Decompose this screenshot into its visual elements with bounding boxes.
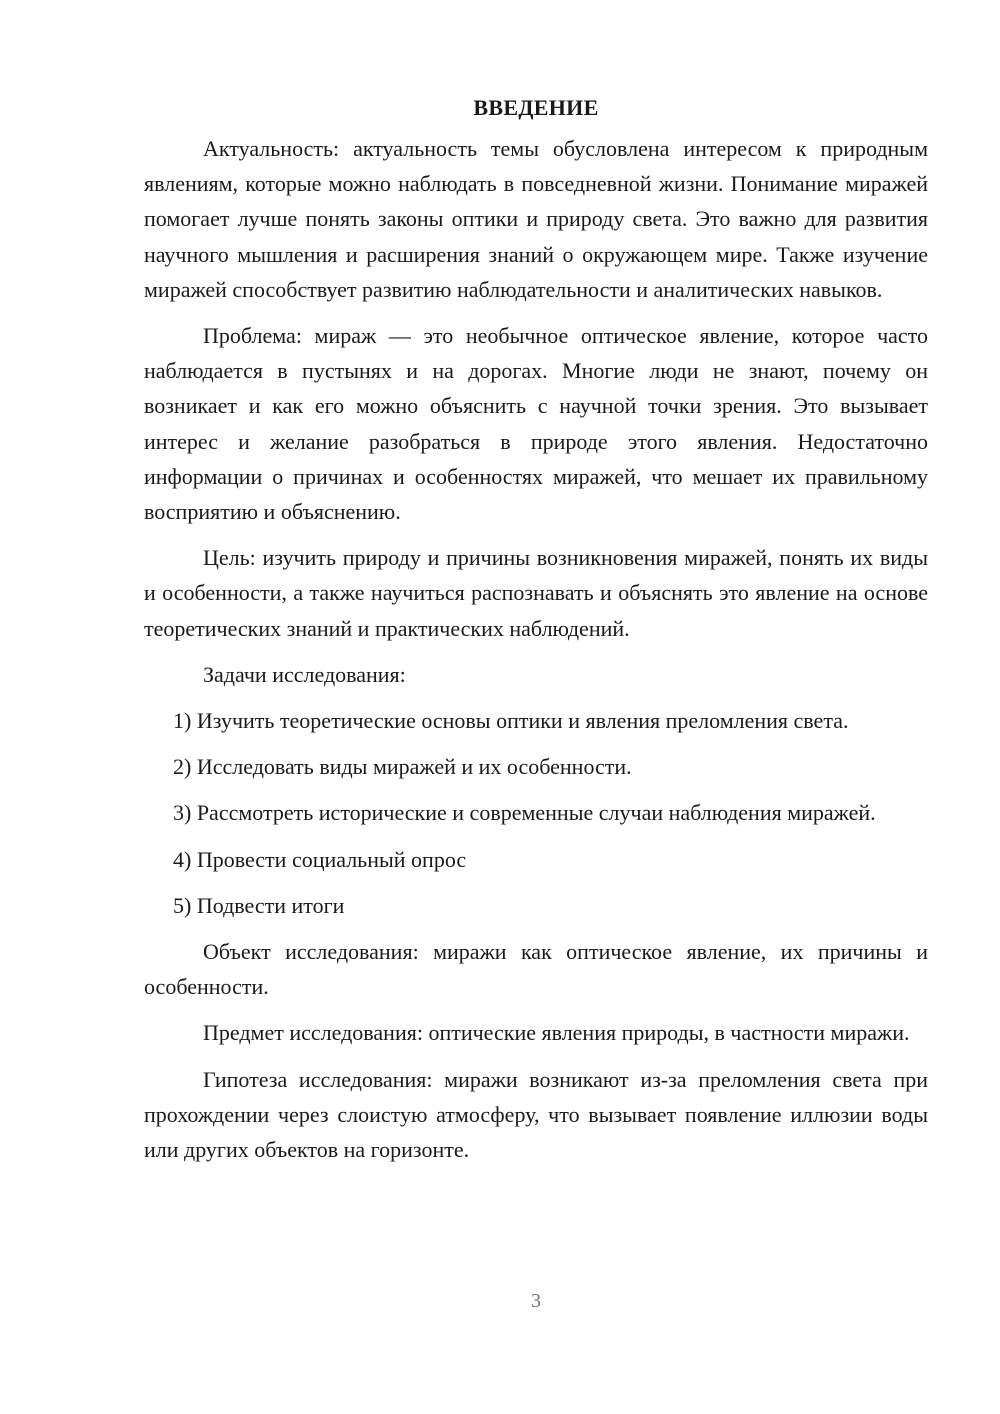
document-page xyxy=(144,90,928,1178)
section-title: ВВЕДЕНИЕ xyxy=(473,95,599,120)
page-number: 3 xyxy=(531,1290,541,1312)
task-item-5: 5) Подвести итоги xyxy=(173,892,345,918)
paragraph-relevance: Актуальность: актуальность темы обусловлена интересом к природным явлениям, которые можно наблюдать в повседневной жизни. Понимание миражей помогает лучше понять законы оптики и природу света. Это важно для развития научного мышления и расширения знаний о окружающем мире. Также изучение миражей способствует развитию наблюдательности и аналитических навыков. xyxy=(144,136,928,302)
task-item-3: 3) Рассмотреть исторические и современные случаи наблюдения миражей. xyxy=(173,800,876,826)
tasks-heading: Задачи исследования: xyxy=(203,661,406,687)
paragraph-hypothesis: Гипотеза исследования: миражи возникают из-за преломления света при прохождении через слоистую атмосферу, что вызывает появление иллюзии воды или других объектов на горизонте. xyxy=(144,1066,928,1163)
task-item-4: 4) Провести социальный опрос xyxy=(173,846,467,872)
task-item-2: 2) Исследовать виды миражей и их особенности. xyxy=(173,754,632,780)
paragraph-object: Объект исследования: миражи как оптическое явление, их причины и особенности. xyxy=(144,939,928,1000)
task-item-1: 1) Изучить теоретические основы оптики и явления преломления света. xyxy=(173,708,849,734)
paragraph-goal: Цель: изучить природу и причины возникновения миражей, понять их виды и особенности, а также научиться распознавать и объяснять это явление на основе теоретических знаний и практических наблюдений. xyxy=(144,545,928,641)
paragraph-subject: Предмет исследования: оптические явления природы, в частности миражи. xyxy=(203,1020,910,1046)
paragraph-problem: Проблема: мираж — это необычное оптическое явление, которое часто наблюдается в пустынях и на дорогах. Многие люди не знают, почему он возникает и как его можно объяснить с научной точки зрения. Это вызывает интерес и желание разобраться в природе этого явления. Недостаточно информации о причинах и особенностях миражей, что мешает их правильному восприятию и объяснению. xyxy=(144,323,928,525)
